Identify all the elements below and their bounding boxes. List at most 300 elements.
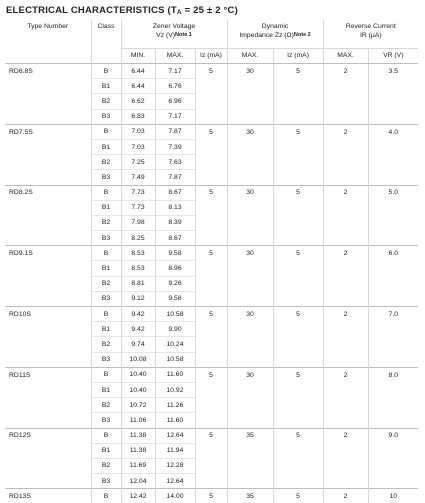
header-row-1 xyxy=(5,20,418,49)
iz2-cell xyxy=(273,79,323,94)
vr-cell xyxy=(368,474,418,489)
table-row xyxy=(5,398,418,413)
iz-cell xyxy=(195,352,227,367)
type-number-cell xyxy=(5,79,91,94)
vr-cell: 9.0 xyxy=(368,428,418,443)
iz-cell xyxy=(195,474,227,489)
vr-cell: 3.5 xyxy=(368,64,418,79)
vz-min-cell: 10.72 xyxy=(121,398,155,413)
iz-cell xyxy=(195,458,227,473)
iz-cell xyxy=(195,398,227,413)
iz-cell xyxy=(195,276,227,291)
zz-max-cell: 30 xyxy=(227,124,273,139)
class-cell: B3 xyxy=(91,474,121,489)
zz-max-cell xyxy=(227,109,273,124)
table-row xyxy=(5,413,418,428)
ir-max-cell: 2 xyxy=(323,124,368,139)
ir-max-cell xyxy=(323,474,368,489)
class-cell: B2 xyxy=(91,215,121,230)
zz-max-cell xyxy=(227,155,273,170)
ir-max-cell xyxy=(323,398,368,413)
table-row xyxy=(5,489,418,503)
vr-cell xyxy=(368,231,418,246)
header-type-number: Type Number xyxy=(5,20,91,64)
zz-max-cell xyxy=(227,337,273,352)
class-cell: B3 xyxy=(91,170,121,185)
iz-cell xyxy=(195,382,227,397)
vz-max-cell: 11.60 xyxy=(155,367,195,382)
vr-cell xyxy=(368,170,418,185)
vr-cell xyxy=(368,352,418,367)
vr-cell xyxy=(368,155,418,170)
ir-max-cell xyxy=(323,231,368,246)
header-dynamic-impedance: Dynamic Impedance Zz (Ω)Note 2 xyxy=(227,20,323,49)
iz2-cell xyxy=(273,352,323,367)
header-iz-2: Iz (mA) xyxy=(273,49,323,64)
zz-max-cell xyxy=(227,291,273,306)
iz2-cell: 5 xyxy=(273,124,323,139)
zz-max-cell xyxy=(227,398,273,413)
vz-min-cell: 11.38 xyxy=(121,428,155,443)
header-class: Class xyxy=(91,20,121,64)
iz2-cell: 5 xyxy=(273,307,323,322)
iz2-cell: 5 xyxy=(273,185,323,200)
zz-max-cell xyxy=(227,322,273,337)
type-number-cell xyxy=(5,94,91,109)
type-number-cell: RD12S xyxy=(5,428,91,443)
ir-max-cell: 2 xyxy=(323,246,368,261)
zz-max-cell: 30 xyxy=(227,246,273,261)
vz-max-cell: 8.39 xyxy=(155,215,195,230)
zz-max-cell xyxy=(227,458,273,473)
vz-min-cell: 7.98 xyxy=(121,215,155,230)
zz-max-cell: 30 xyxy=(227,307,273,322)
vz-min-cell: 9.42 xyxy=(121,307,155,322)
iz-cell xyxy=(195,291,227,306)
vr-cell: 6.0 xyxy=(368,246,418,261)
iz2-cell xyxy=(273,413,323,428)
type-number-cell xyxy=(5,261,91,276)
iz2-cell xyxy=(273,337,323,352)
zz-max-cell xyxy=(227,443,273,458)
header-ir-max: MAX. xyxy=(323,49,368,64)
vz-min-cell: 9.12 xyxy=(121,291,155,306)
table-row xyxy=(5,428,418,443)
ir-max-cell xyxy=(323,337,368,352)
zz-max-cell xyxy=(227,413,273,428)
iz-cell xyxy=(195,79,227,94)
vz-max-cell: 6.76 xyxy=(155,79,195,94)
iz2-cell xyxy=(273,322,323,337)
zz-max-cell xyxy=(227,382,273,397)
table-row xyxy=(5,458,418,473)
table-row xyxy=(5,64,418,79)
vz-max-cell: 7.63 xyxy=(155,155,195,170)
vz-max-cell: 9.58 xyxy=(155,291,195,306)
iz2-cell: 5 xyxy=(273,428,323,443)
vz-max-cell: 7.87 xyxy=(155,170,195,185)
vz-min-cell: 8.81 xyxy=(121,276,155,291)
table-row xyxy=(5,443,418,458)
class-cell: B xyxy=(91,307,121,322)
table-row xyxy=(5,79,418,94)
table-row xyxy=(5,382,418,397)
class-cell: B xyxy=(91,489,121,503)
iz2-cell: 5 xyxy=(273,367,323,382)
ir-max-cell xyxy=(323,322,368,337)
class-cell: B2 xyxy=(91,94,121,109)
table-row xyxy=(5,231,418,246)
iz2-cell xyxy=(273,382,323,397)
vr-cell xyxy=(368,109,418,124)
type-number-cell xyxy=(5,109,91,124)
vr-cell xyxy=(368,79,418,94)
vz-max-cell: 10.58 xyxy=(155,352,195,367)
vr-cell: 5.0 xyxy=(368,185,418,200)
ir-max-cell xyxy=(323,413,368,428)
vz-max-cell: 7.17 xyxy=(155,64,195,79)
type-number-cell: RD7.5S xyxy=(5,124,91,139)
electrical-characteristics-table xyxy=(5,20,418,503)
vz-max-cell: 11.94 xyxy=(155,443,195,458)
table-row xyxy=(5,367,418,382)
zz-max-cell xyxy=(227,352,273,367)
ir-max-cell xyxy=(323,352,368,367)
iz2-cell xyxy=(273,276,323,291)
zz-max-cell xyxy=(227,276,273,291)
type-number-cell xyxy=(5,413,91,428)
iz2-cell xyxy=(273,291,323,306)
class-cell: B xyxy=(91,185,121,200)
table-row xyxy=(5,200,418,215)
vz-max-cell: 11.60 xyxy=(155,413,195,428)
type-number-cell: RD9.1S xyxy=(5,246,91,261)
class-cell: B3 xyxy=(91,291,121,306)
type-number-cell xyxy=(5,200,91,215)
iz-cell xyxy=(195,94,227,109)
class-cell: B2 xyxy=(91,398,121,413)
iz-cell: 5 xyxy=(195,428,227,443)
vz-min-cell: 10.40 xyxy=(121,367,155,382)
type-number-cell xyxy=(5,337,91,352)
ir-max-cell: 2 xyxy=(323,307,368,322)
vr-cell xyxy=(368,139,418,154)
vz-min-cell: 7.73 xyxy=(121,200,155,215)
type-number-cell: RD10S xyxy=(5,307,91,322)
table-row xyxy=(5,352,418,367)
class-cell: B1 xyxy=(91,322,121,337)
iz2-cell xyxy=(273,155,323,170)
iz2-cell xyxy=(273,443,323,458)
vz-max-cell: 8.13 xyxy=(155,200,195,215)
iz-cell xyxy=(195,109,227,124)
ir-max-cell: 2 xyxy=(323,367,368,382)
type-number-cell xyxy=(5,170,91,185)
class-cell: B xyxy=(91,428,121,443)
vr-cell: 7.0 xyxy=(368,307,418,322)
iz2-cell xyxy=(273,474,323,489)
vz-min-cell: 7.49 xyxy=(121,170,155,185)
iz-cell xyxy=(195,413,227,428)
ir-max-cell xyxy=(323,291,368,306)
iz2-cell xyxy=(273,139,323,154)
vz-min-cell: 8.53 xyxy=(121,246,155,261)
iz2-cell: 5 xyxy=(273,246,323,261)
vz-max-cell: 9.26 xyxy=(155,276,195,291)
iz-cell xyxy=(195,139,227,154)
ir-max-cell xyxy=(323,79,368,94)
header-max: MAX. xyxy=(155,49,195,64)
vr-cell xyxy=(368,398,418,413)
class-cell: B1 xyxy=(91,200,121,215)
zz-max-cell xyxy=(227,261,273,276)
type-number-cell xyxy=(5,474,91,489)
class-cell: B2 xyxy=(91,155,121,170)
vr-cell xyxy=(368,443,418,458)
iz2-cell xyxy=(273,200,323,215)
vz-min-cell: 9.42 xyxy=(121,322,155,337)
type-number-cell: RD8.2S xyxy=(5,185,91,200)
ir-max-cell xyxy=(323,170,368,185)
type-number-cell xyxy=(5,291,91,306)
ir-max-cell xyxy=(323,443,368,458)
table-row xyxy=(5,261,418,276)
class-cell: B3 xyxy=(91,352,121,367)
iz-cell xyxy=(195,261,227,276)
header-vr: VR (V) xyxy=(368,49,418,64)
vz-max-cell: 14.00 xyxy=(155,489,195,503)
vz-max-cell: 10.92 xyxy=(155,382,195,397)
vr-cell xyxy=(368,200,418,215)
zz-max-cell xyxy=(227,231,273,246)
table-row xyxy=(5,109,418,124)
table-row xyxy=(5,291,418,306)
zz-max-cell xyxy=(227,200,273,215)
ir-max-cell: 2 xyxy=(323,489,368,503)
table-row xyxy=(5,139,418,154)
iz-cell: 5 xyxy=(195,124,227,139)
iz2-cell xyxy=(273,109,323,124)
header-zz-max: MAX. xyxy=(227,49,273,64)
vr-cell xyxy=(368,94,418,109)
ir-max-cell: 2 xyxy=(323,64,368,79)
iz2-cell xyxy=(273,458,323,473)
vz-max-cell: 12.64 xyxy=(155,428,195,443)
type-number-cell xyxy=(5,382,91,397)
table-row xyxy=(5,94,418,109)
ir-max-cell xyxy=(323,200,368,215)
zz-max-cell xyxy=(227,139,273,154)
vz-max-cell: 9.58 xyxy=(155,246,195,261)
zz-max-cell xyxy=(227,215,273,230)
section-title: ELECTRICAL CHARACTERISTICS (TA = 25 ± 2 °C) xyxy=(6,5,238,16)
vz-max-cell: 11.26 xyxy=(155,398,195,413)
vr-cell xyxy=(368,291,418,306)
iz2-cell: 5 xyxy=(273,64,323,79)
zz-max-cell xyxy=(227,94,273,109)
table-row xyxy=(5,185,418,200)
vz-min-cell: 9.74 xyxy=(121,337,155,352)
vr-cell xyxy=(368,337,418,352)
type-number-cell xyxy=(5,215,91,230)
zz-max-cell: 30 xyxy=(227,367,273,382)
vz-min-cell: 6.62 xyxy=(121,94,155,109)
iz-cell: 5 xyxy=(195,307,227,322)
iz2-cell xyxy=(273,261,323,276)
iz2-cell xyxy=(273,94,323,109)
vz-min-cell: 11.69 xyxy=(121,458,155,473)
table-row xyxy=(5,337,418,352)
vz-min-cell: 12.42 xyxy=(121,489,155,503)
class-cell: B3 xyxy=(91,413,121,428)
type-number-cell xyxy=(5,276,91,291)
table-row xyxy=(5,322,418,337)
vz-max-cell: 8.96 xyxy=(155,261,195,276)
zz-max-cell: 35 xyxy=(227,428,273,443)
vz-max-cell: 12.28 xyxy=(155,458,195,473)
ir-max-cell xyxy=(323,109,368,124)
header-reverse-current: Reverse Current IR (μA) xyxy=(323,20,418,49)
type-number-cell: RD13S xyxy=(5,489,91,503)
iz-cell: 5 xyxy=(195,246,227,261)
class-cell: B xyxy=(91,246,121,261)
iz-cell: 5 xyxy=(195,367,227,382)
zz-max-cell xyxy=(227,170,273,185)
vz-min-cell: 7.25 xyxy=(121,155,155,170)
class-cell: B3 xyxy=(91,231,121,246)
ir-max-cell xyxy=(323,155,368,170)
class-cell: B1 xyxy=(91,382,121,397)
vz-min-cell: 11.38 xyxy=(121,443,155,458)
iz-cell xyxy=(195,215,227,230)
vr-cell xyxy=(368,276,418,291)
ir-max-cell xyxy=(323,94,368,109)
zz-max-cell: 30 xyxy=(227,64,273,79)
iz-cell xyxy=(195,170,227,185)
vz-min-cell: 10.08 xyxy=(121,352,155,367)
vz-min-cell: 6.44 xyxy=(121,64,155,79)
iz2-cell xyxy=(273,398,323,413)
ir-max-cell xyxy=(323,215,368,230)
vz-min-cell: 12.04 xyxy=(121,474,155,489)
class-cell: B1 xyxy=(91,261,121,276)
ir-max-cell xyxy=(323,261,368,276)
type-number-cell xyxy=(5,322,91,337)
vz-min-cell: 7.73 xyxy=(121,185,155,200)
type-number-cell: RD6.8S xyxy=(5,64,91,79)
vz-min-cell: 6.44 xyxy=(121,79,155,94)
iz-cell: 5 xyxy=(195,185,227,200)
ir-max-cell xyxy=(323,458,368,473)
vz-min-cell: 8.25 xyxy=(121,231,155,246)
table-row xyxy=(5,124,418,139)
table-row xyxy=(5,170,418,185)
iz-cell: 5 xyxy=(195,489,227,503)
vr-cell xyxy=(368,413,418,428)
type-number-cell xyxy=(5,398,91,413)
vz-min-cell: 6.83 xyxy=(121,109,155,124)
zz-max-cell xyxy=(227,79,273,94)
iz-cell xyxy=(195,200,227,215)
iz-cell xyxy=(195,337,227,352)
vz-min-cell: 7.03 xyxy=(121,124,155,139)
table-row xyxy=(5,474,418,489)
zz-max-cell xyxy=(227,474,273,489)
ir-max-cell xyxy=(323,276,368,291)
vr-cell: 10 xyxy=(368,489,418,503)
vr-cell xyxy=(368,382,418,397)
class-cell: B xyxy=(91,367,121,382)
vz-max-cell: 7.87 xyxy=(155,124,195,139)
vr-cell: 8.0 xyxy=(368,367,418,382)
class-cell: B xyxy=(91,124,121,139)
type-number-cell xyxy=(5,231,91,246)
vz-min-cell: 11.06 xyxy=(121,413,155,428)
type-number-cell xyxy=(5,139,91,154)
vz-max-cell: 6.96 xyxy=(155,94,195,109)
table-row xyxy=(5,155,418,170)
table-row xyxy=(5,246,418,261)
type-number-cell xyxy=(5,155,91,170)
type-number-cell xyxy=(5,352,91,367)
iz2-cell xyxy=(273,170,323,185)
vz-max-cell: 9.90 xyxy=(155,322,195,337)
class-cell: B2 xyxy=(91,337,121,352)
vr-cell xyxy=(368,458,418,473)
ir-max-cell: 2 xyxy=(323,185,368,200)
table-row xyxy=(5,276,418,291)
vz-min-cell: 10.40 xyxy=(121,382,155,397)
iz-cell: 5 xyxy=(195,64,227,79)
iz2-cell xyxy=(273,231,323,246)
class-cell: B3 xyxy=(91,109,121,124)
vz-min-cell: 7.03 xyxy=(121,139,155,154)
class-cell: B2 xyxy=(91,458,121,473)
header-zener-voltage: Zener Voltage Vz (V)Note 1 xyxy=(121,20,227,49)
ir-max-cell: 2 xyxy=(323,428,368,443)
iz-cell xyxy=(195,231,227,246)
iz-cell xyxy=(195,443,227,458)
vz-max-cell: 8.67 xyxy=(155,231,195,246)
vz-max-cell: 10.58 xyxy=(155,307,195,322)
type-number-cell xyxy=(5,458,91,473)
vr-cell xyxy=(368,261,418,276)
vr-cell: 4.0 xyxy=(368,124,418,139)
header-iz: Iz (mA) xyxy=(195,49,227,64)
ir-max-cell xyxy=(323,382,368,397)
ir-max-cell xyxy=(323,139,368,154)
class-cell: B1 xyxy=(91,443,121,458)
zz-max-cell: 35 xyxy=(227,489,273,503)
header-min: MIN. xyxy=(121,49,155,64)
table-row xyxy=(5,307,418,322)
vr-cell xyxy=(368,322,418,337)
iz-cell xyxy=(195,322,227,337)
iz2-cell: 5 xyxy=(273,489,323,503)
class-cell: B xyxy=(91,64,121,79)
class-cell: B2 xyxy=(91,276,121,291)
vz-max-cell: 8.67 xyxy=(155,185,195,200)
vz-max-cell: 12.64 xyxy=(155,474,195,489)
table-row xyxy=(5,215,418,230)
vz-max-cell: 7.39 xyxy=(155,139,195,154)
class-cell: B1 xyxy=(91,79,121,94)
vz-min-cell: 8.53 xyxy=(121,261,155,276)
class-cell: B1 xyxy=(91,139,121,154)
iz-cell xyxy=(195,155,227,170)
type-number-cell xyxy=(5,443,91,458)
zz-max-cell: 30 xyxy=(227,185,273,200)
